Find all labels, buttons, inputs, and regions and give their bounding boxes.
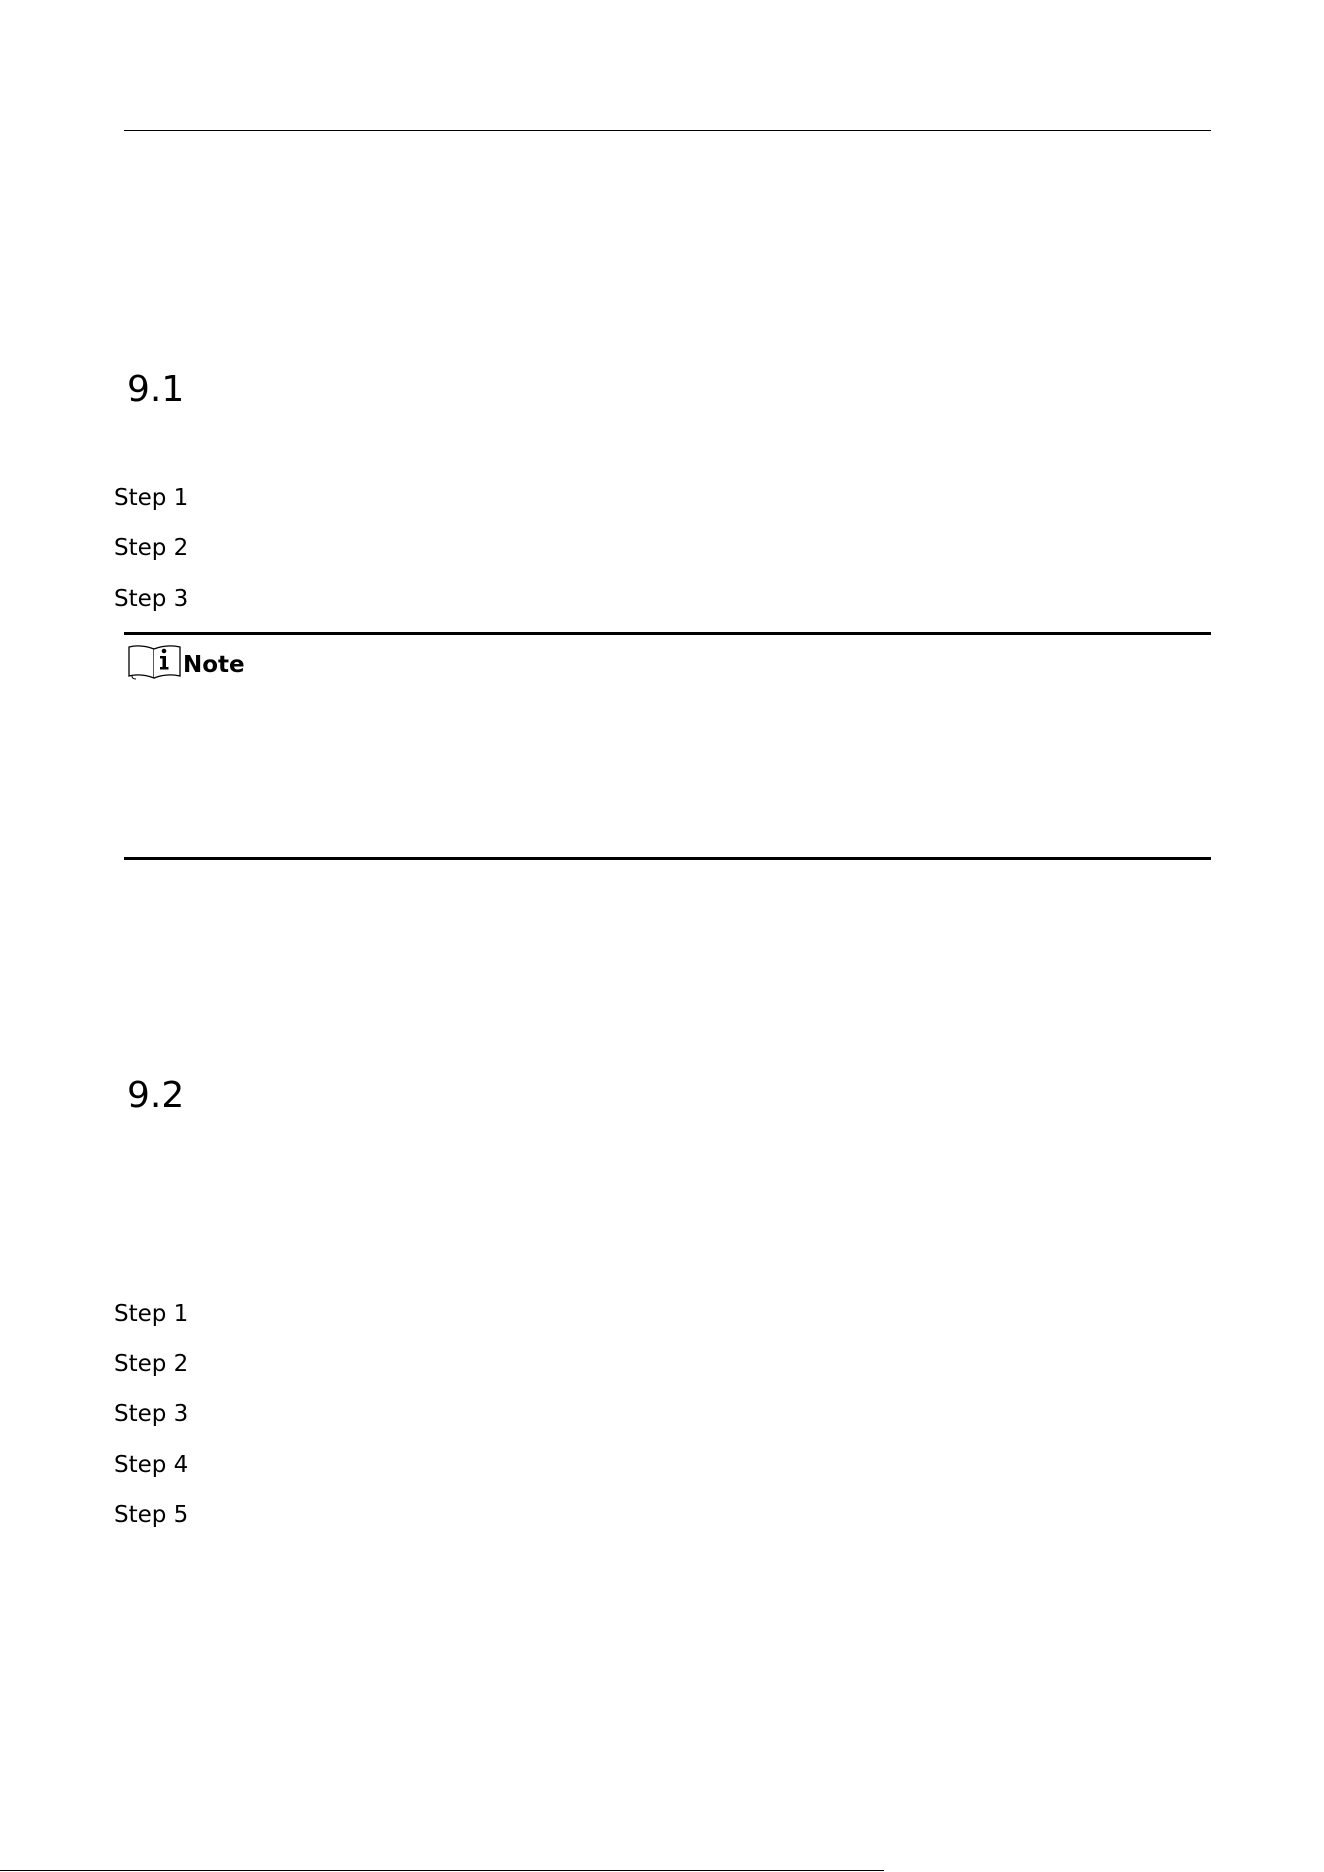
header-rule: [124, 130, 1211, 131]
section-number-9-1: 9.1: [127, 369, 185, 410]
note-rule-top: [124, 632, 1211, 635]
section-number-9-2: 9.2: [127, 1075, 185, 1116]
section-2-step-5: Step 5: [114, 1502, 189, 1528]
section-1-step-2: Step 2: [114, 535, 189, 561]
section-2-step-3: Step 3: [114, 1401, 189, 1427]
section-2-step-2: Step 2: [114, 1351, 189, 1377]
section-2-step-1: Step 1: [114, 1301, 189, 1327]
section-1-step-3: Step 3: [114, 586, 189, 612]
note-label: Note: [183, 652, 245, 678]
section-2-step-4: Step 4: [114, 1452, 189, 1478]
book-info-icon: [127, 640, 182, 680]
note-heading: [127, 640, 245, 680]
note-rule-bottom: [124, 857, 1211, 860]
section-1-step-1: Step 1: [114, 485, 189, 511]
footer-rule: [0, 1870, 884, 1871]
